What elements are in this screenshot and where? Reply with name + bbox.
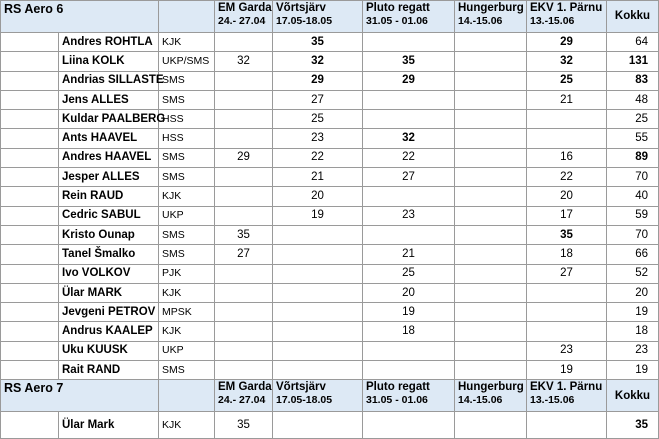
regatta-header — [215, 380, 273, 412]
regatta-name: Hungerburg — [458, 381, 524, 394]
score-cell — [455, 71, 527, 90]
sailor-name: Andrus KAALEP — [59, 322, 159, 341]
total-cell: 52 — [607, 264, 659, 283]
score-cell: 29 — [215, 148, 273, 167]
score-cell: 20 — [527, 187, 607, 206]
total-cell: 19 — [607, 361, 659, 380]
score-cell — [455, 33, 527, 52]
regatta-name: Võrtsjärv — [276, 381, 326, 394]
total-cell: 83 — [607, 71, 659, 90]
regatta-name: EM Garda — [218, 2, 272, 14]
club-code: UKP/SMS — [159, 52, 215, 71]
table-row — [1, 341, 659, 360]
empty-cell — [1, 341, 59, 360]
table-row — [1, 322, 659, 341]
table-row — [1, 90, 659, 109]
score-cell — [455, 341, 527, 360]
club-code: HSS — [159, 110, 215, 129]
club-code: MPSK — [159, 303, 215, 322]
regatta-header — [363, 1, 455, 33]
score-cell — [273, 341, 363, 360]
empty-cell — [1, 322, 59, 341]
score-cell — [215, 322, 273, 341]
table-row — [1, 303, 659, 322]
regatta-header — [273, 1, 363, 33]
score-cell: 16 — [527, 148, 607, 167]
score-cell — [527, 322, 607, 341]
empty-cell — [1, 168, 59, 187]
sailor-name: Andres HAAVEL — [59, 148, 159, 167]
club-code: KJK — [159, 322, 215, 341]
score-cell — [455, 361, 527, 380]
class-name: RS Aero 6 — [1, 1, 159, 33]
empty-cell — [1, 283, 59, 302]
score-cell — [527, 129, 607, 148]
empty-cell — [1, 264, 59, 283]
total-cell: 35 — [607, 412, 659, 439]
score-cell — [215, 264, 273, 283]
score-cell — [455, 264, 527, 283]
sailor-name: Ants HAAVEL — [59, 129, 159, 148]
score-cell — [273, 322, 363, 341]
score-cell — [455, 187, 527, 206]
score-cell: 21 — [363, 245, 455, 264]
regatta-header — [363, 380, 455, 412]
total-cell: 89 — [607, 148, 659, 167]
score-cell: 20 — [273, 187, 363, 206]
club-code: KJK — [159, 283, 215, 302]
club-code: SMS — [159, 90, 215, 109]
score-cell — [455, 412, 527, 439]
score-cell: 19 — [273, 206, 363, 225]
sailor-name: Jevgeni PETROV — [59, 303, 159, 322]
total-cell: 70 — [607, 225, 659, 244]
regatta-name: Pluto regatt — [366, 2, 430, 14]
table-row — [1, 283, 659, 302]
score-cell: 27 — [363, 168, 455, 187]
score-cell: 25 — [273, 110, 363, 129]
sailor-name: Ülar Mark — [59, 412, 159, 439]
total-cell: 66 — [607, 245, 659, 264]
score-cell: 35 — [527, 225, 607, 244]
regatta-dates: 13.-15.06 — [530, 393, 575, 406]
score-cell: 23 — [363, 206, 455, 225]
sailor-name: Uku KUUSK — [59, 341, 159, 360]
score-cell: 21 — [527, 90, 607, 109]
regatta-dates: 31.05 - 01.06 — [366, 14, 428, 27]
score-cell — [455, 90, 527, 109]
score-cell: 18 — [527, 245, 607, 264]
sailor-name: Jens ALLES — [59, 90, 159, 109]
score-cell — [363, 225, 455, 244]
score-cell: 23 — [273, 129, 363, 148]
sailor-name: Ivo VOLKOV — [59, 264, 159, 283]
empty-cell — [1, 52, 59, 71]
regatta-name: EKV 1. Pärnu — [530, 2, 603, 14]
total-cell: 64 — [607, 33, 659, 52]
table-row — [1, 148, 659, 167]
club-code: UKP — [159, 341, 215, 360]
header-row-aero6 — [1, 1, 659, 33]
score-cell — [363, 33, 455, 52]
score-cell: 22 — [527, 168, 607, 187]
score-cell — [363, 90, 455, 109]
table-row — [1, 52, 659, 71]
score-cell — [215, 187, 273, 206]
total-header: Kokku — [607, 380, 659, 412]
regatta-dates: 31.05 - 01.06 — [366, 393, 428, 406]
score-cell: 27 — [527, 264, 607, 283]
total-cell: 40 — [607, 187, 659, 206]
score-cell: 29 — [527, 33, 607, 52]
table-row — [1, 245, 659, 264]
score-cell: 19 — [363, 303, 455, 322]
score-cell — [273, 361, 363, 380]
score-cell — [527, 110, 607, 129]
table-row — [1, 206, 659, 225]
score-cell — [363, 361, 455, 380]
empty-cell — [1, 225, 59, 244]
club-code: KJK — [159, 187, 215, 206]
regatta-name: EKV 1. Pärnu — [530, 381, 603, 394]
score-cell — [215, 71, 273, 90]
score-cell — [455, 148, 527, 167]
total-cell: 55 — [607, 129, 659, 148]
sailor-name: Cedric SABUL — [59, 206, 159, 225]
empty-cell — [1, 361, 59, 380]
regatta-header — [527, 1, 607, 33]
score-cell: 32 — [273, 52, 363, 71]
empty-cell — [1, 187, 59, 206]
regatta-name: EM Garda — [218, 381, 272, 394]
regatta-dates: 24.- 27.04 — [218, 393, 266, 406]
table-row — [1, 129, 659, 148]
total-cell: 20 — [607, 283, 659, 302]
score-cell — [455, 168, 527, 187]
regatta-header — [527, 380, 607, 412]
club-code: SMS — [159, 71, 215, 90]
score-cell — [455, 322, 527, 341]
score-cell — [215, 303, 273, 322]
sailor-name: Kuldar PAALBERG — [59, 110, 159, 129]
club-code: SMS — [159, 168, 215, 187]
regatta-header — [215, 1, 273, 33]
header-row-aero7 — [1, 380, 659, 412]
regatta-name: Hungerburg — [458, 2, 524, 14]
total-header: Kokku — [607, 1, 659, 33]
class-name: RS Aero 7 — [1, 380, 159, 412]
total-cell: 19 — [607, 303, 659, 322]
score-cell: 29 — [363, 71, 455, 90]
score-cell: 27 — [273, 90, 363, 109]
regatta-name: Pluto regatt — [366, 381, 430, 394]
score-cell — [455, 110, 527, 129]
score-cell — [215, 33, 273, 52]
total-cell: 70 — [607, 168, 659, 187]
club-code: SMS — [159, 245, 215, 264]
header-club-cell — [159, 1, 215, 33]
sailor-name: Tanel Šmalko — [59, 245, 159, 264]
empty-cell — [1, 206, 59, 225]
score-cell — [215, 361, 273, 380]
score-cell: 35 — [215, 225, 273, 244]
score-cell — [273, 245, 363, 264]
table-row — [1, 33, 659, 52]
score-cell — [527, 303, 607, 322]
score-cell: 32 — [527, 52, 607, 71]
total-cell: 18 — [607, 322, 659, 341]
total-cell: 25 — [607, 110, 659, 129]
header-club-cell — [159, 380, 215, 412]
empty-cell — [1, 129, 59, 148]
score-cell: 29 — [273, 71, 363, 90]
regatta-header — [455, 1, 527, 33]
empty-cell — [1, 303, 59, 322]
empty-cell — [1, 90, 59, 109]
score-cell: 25 — [527, 71, 607, 90]
score-cell: 32 — [363, 129, 455, 148]
score-cell — [363, 110, 455, 129]
total-cell: 23 — [607, 341, 659, 360]
club-code: SMS — [159, 361, 215, 380]
sailor-name: Ülar MARK — [59, 283, 159, 302]
score-cell — [273, 412, 363, 439]
regatta-header — [455, 380, 527, 412]
sailor-name: Andrias SILLASTE — [59, 71, 159, 90]
regatta-dates: 13.-15.06 — [530, 14, 575, 27]
club-code: KJK — [159, 412, 215, 439]
table-row — [1, 264, 659, 283]
score-cell: 17 — [527, 206, 607, 225]
table-row — [1, 110, 659, 129]
club-code: SMS — [159, 148, 215, 167]
score-cell — [363, 412, 455, 439]
regatta-header — [273, 380, 363, 412]
score-cell — [363, 341, 455, 360]
regatta-name: Võrtsjärv — [276, 2, 326, 14]
score-cell — [455, 245, 527, 264]
score-cell — [455, 225, 527, 244]
score-cell — [455, 303, 527, 322]
sailor-name: Rait RAND — [59, 361, 159, 380]
score-cell: 19 — [527, 361, 607, 380]
score-cell — [215, 283, 273, 302]
sailor-name: Andres ROHTLA — [59, 33, 159, 52]
score-cell — [273, 283, 363, 302]
score-cell: 35 — [363, 52, 455, 71]
score-cell — [215, 341, 273, 360]
score-cell — [215, 168, 273, 187]
club-code: SMS — [159, 225, 215, 244]
total-cell: 48 — [607, 90, 659, 109]
table-row — [1, 412, 659, 439]
sailor-name: Rein RAUD — [59, 187, 159, 206]
score-cell — [527, 283, 607, 302]
score-cell — [273, 264, 363, 283]
score-cell: 22 — [363, 148, 455, 167]
score-cell — [455, 52, 527, 71]
score-cell: 18 — [363, 322, 455, 341]
score-cell: 32 — [215, 52, 273, 71]
score-cell — [455, 129, 527, 148]
total-cell: 59 — [607, 206, 659, 225]
table-row — [1, 361, 659, 380]
score-cell: 22 — [273, 148, 363, 167]
score-cell — [363, 187, 455, 206]
score-cell — [455, 206, 527, 225]
score-cell: 27 — [215, 245, 273, 264]
table-row — [1, 187, 659, 206]
empty-cell — [1, 412, 59, 439]
sailor-name: Jesper ALLES — [59, 168, 159, 187]
club-code: PJK — [159, 264, 215, 283]
total-cell: 131 — [607, 52, 659, 71]
score-cell — [215, 110, 273, 129]
score-cell: 23 — [527, 341, 607, 360]
score-cell — [215, 90, 273, 109]
table-row — [1, 168, 659, 187]
regatta-dates: 24.- 27.04 — [218, 14, 266, 27]
empty-cell — [1, 148, 59, 167]
score-cell: 25 — [363, 264, 455, 283]
score-cell: 35 — [215, 412, 273, 439]
regatta-dates: 17.05-18.05 — [276, 14, 333, 27]
score-cell: 20 — [363, 283, 455, 302]
score-cell — [455, 283, 527, 302]
sailor-name: Kristo Ounap — [59, 225, 159, 244]
regatta-dates: 17.05-18.05 — [276, 393, 333, 406]
club-code: HSS — [159, 129, 215, 148]
score-cell — [273, 303, 363, 322]
regatta-dates: 14.-15.06 — [458, 14, 503, 27]
score-cell: 35 — [273, 33, 363, 52]
club-code: KJK — [159, 33, 215, 52]
empty-cell — [1, 110, 59, 129]
score-cell — [215, 206, 273, 225]
empty-cell — [1, 33, 59, 52]
sailor-name: Liina KOLK — [59, 52, 159, 71]
regatta-dates: 14.-15.06 — [458, 393, 503, 406]
table-row — [1, 71, 659, 90]
club-code: UKP — [159, 206, 215, 225]
empty-cell — [1, 245, 59, 264]
empty-cell — [1, 71, 59, 90]
score-cell — [273, 225, 363, 244]
score-cell — [527, 412, 607, 439]
score-cell — [215, 129, 273, 148]
table-row — [1, 225, 659, 244]
score-cell: 21 — [273, 168, 363, 187]
